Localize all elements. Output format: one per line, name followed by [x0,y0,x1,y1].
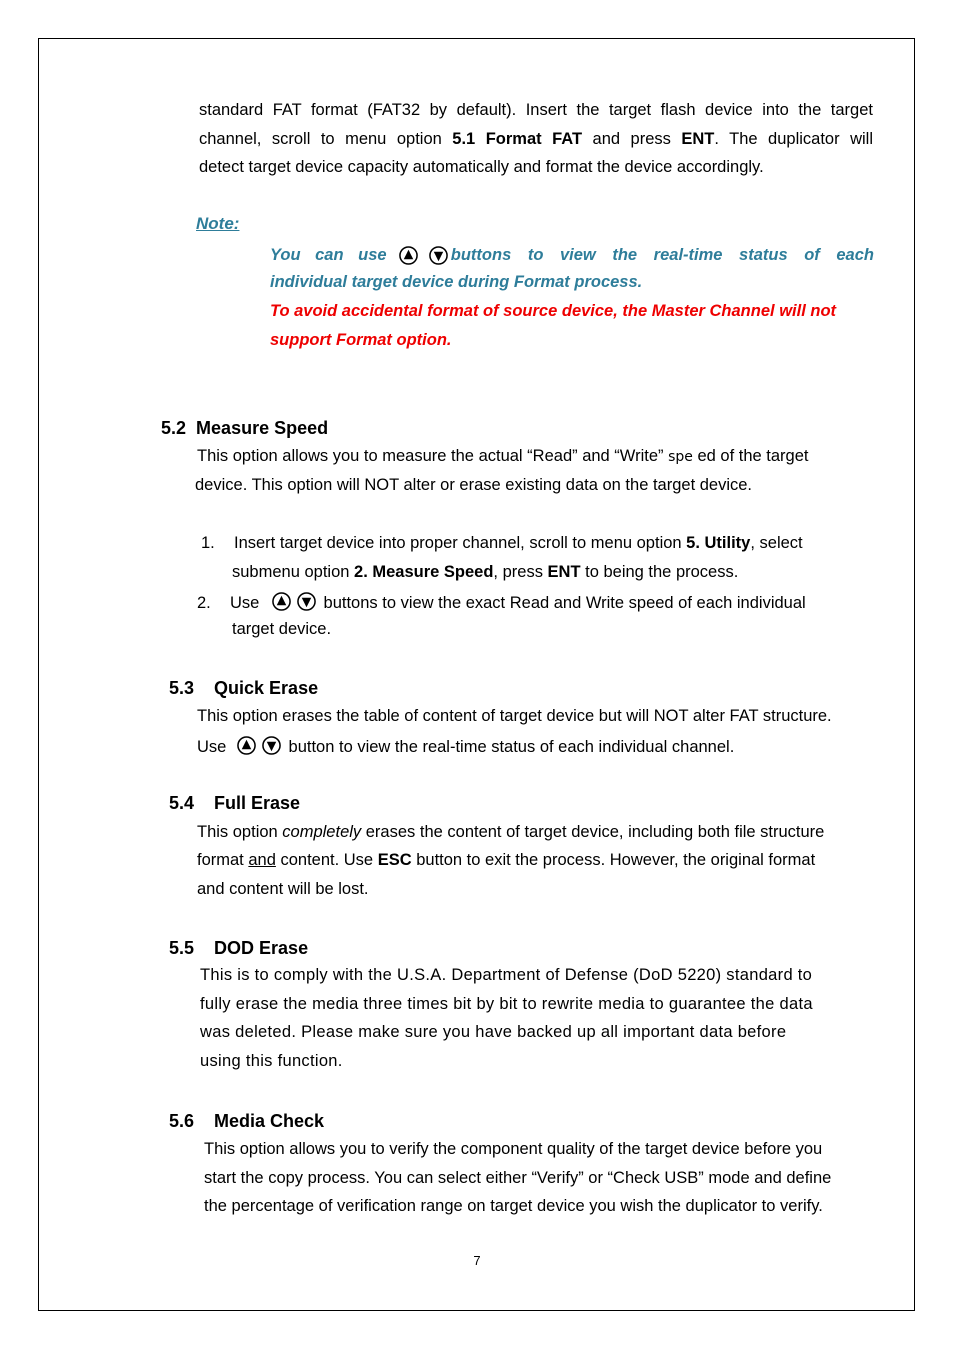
up-arrow-button-icon [399,246,418,265]
ent-key-label: ENT [681,129,715,148]
underlined-text: and [248,851,276,869]
section-5-4-desc-line-2 [197,846,877,875]
body-text: Use [197,738,227,756]
note-label: Note: [196,214,240,233]
esc-key-label: ESC [377,851,412,869]
intro-text: . The duplicator will [714,129,873,148]
menu-option-utility: 5. Utility [686,534,751,552]
section-5-5-desc [200,961,876,1075]
section-number: 5.2 [161,418,187,438]
section-5-2-desc-line-1 [197,442,873,472]
section-title: Measure Speed [196,418,329,438]
section-5-6-line-1: This option allows you to verify the component quality of the target device before you [204,1140,823,1158]
body-text: spe [668,449,693,465]
body-text: to being the process. [580,563,739,581]
intro-text: channel, scroll to menu option [199,129,453,148]
menu-option-format-fat: 5.1 Format FAT [452,129,583,148]
section-5-2-desc-line-2: device. This option will NOT alter or erase existing data on the target device. [195,476,753,494]
body-text: submenu option [232,563,355,581]
list-item-2-line-1 [230,589,874,618]
section-5-4-desc-line-1 [197,818,877,847]
up-arrow-button-icon [272,592,291,611]
intro-line-3 [199,153,873,182]
section-title: Media Check [214,1111,325,1131]
body-text: , select [750,534,803,552]
note-red-line-2: support Format option. [270,330,452,349]
section-number: 5.4 [169,793,195,813]
note-blue-line-2: individual target device during Format process. [270,273,643,291]
intro-paragraph [199,96,873,182]
note-text: buttons to view the real-time status of each [450,246,874,264]
body-text: format [197,851,249,869]
intro-text: standard FAT format (FAT32 by default). Insert the target flash device into the target [199,101,873,119]
section-number: 5.5 [169,938,195,958]
list-item-2-line-2: target device. [232,620,332,638]
body-text: , press [493,563,548,581]
section-5-5-line-4: using this function. [200,1051,343,1070]
section-5-5-line-3: was deleted. Please make sure you have backed up all important data before [200,1023,787,1041]
section-title: DOD Erase [214,938,309,958]
page-number: 7 [473,1253,481,1268]
note-text: You can use [270,246,387,264]
body-text: content. Use [275,851,378,869]
down-arrow-button-icon [297,592,316,611]
body-text: Use [230,594,260,612]
section-5-2-heading [161,417,328,439]
section-5-6-desc [204,1135,894,1221]
section-5-3-desc-line-1: This option erases the table of content of target device but will NOT alter FAT structure. [197,707,832,725]
body-text: This option [197,823,283,841]
section-number: 5.6 [169,1111,195,1131]
ent-key-label: ENT [547,563,581,581]
section-5-4-heading [169,792,300,814]
body-text: This option allows you to measure the actual “Read” and “Write” [197,447,669,465]
down-arrow-button-icon [262,736,281,755]
section-title: Full Erase [214,793,301,813]
section-title: Quick Erase [214,678,319,698]
intro-line-1 [199,96,873,125]
body-text: button to view the real-time status of each individual channel. [288,738,735,756]
submenu-option-measure-speed: 2. Measure Speed [354,563,494,581]
up-arrow-button-icon [237,736,256,755]
section-5-4-desc-line-3: and content will be lost. [197,880,369,898]
body-text: ed of the target [692,447,809,465]
note-blue-text [270,242,874,296]
note-red-text [270,297,874,354]
list-item-2-number: 2. [197,594,211,612]
list-item-1-number: 1. [201,534,215,552]
body-text: buttons to view the exact Read and Write speed of each individual [323,594,806,612]
section-5-3-heading [169,677,318,699]
emphasis-text: completely [282,823,362,841]
section-5-5-line-2: fully erase the media three times bit by bit to rewrite media to guarantee the data [200,994,813,1013]
section-5-6-line-3: the percentage of verification range on target device you wish the duplicator to verify. [204,1197,823,1215]
intro-text: detect target device capacity automatically and format the device accordingly. [199,158,764,176]
intro-line-2 [199,125,873,154]
body-text: button to exit the process. However, the original format [411,851,816,869]
down-arrow-button-icon [429,246,448,265]
section-number: 5.3 [169,678,195,698]
body-text: erases the content of target device, including both file structure [361,823,825,841]
list-item-1-line-2 [232,558,872,587]
note-red-line-1: To avoid accidental format of source device, the Master Channel will not [270,302,837,320]
section-5-3-desc-line-2 [197,733,873,762]
section-5-6-line-2: start the copy process. You can select either “Verify” or “Check USB” mode and define [204,1168,832,1187]
list-item-1-line-1 [234,529,874,558]
section-5-5-heading [169,937,308,959]
note-blue-line-1 [270,242,874,269]
intro-text: and press [582,129,682,148]
section-5-6-heading [169,1110,324,1132]
section-5-5-line-1: This is to comply with the U.S.A. Department of Defense (DoD 5220) standard to [200,966,813,984]
body-text: Insert target device into proper channel, scroll to menu option [234,534,687,552]
